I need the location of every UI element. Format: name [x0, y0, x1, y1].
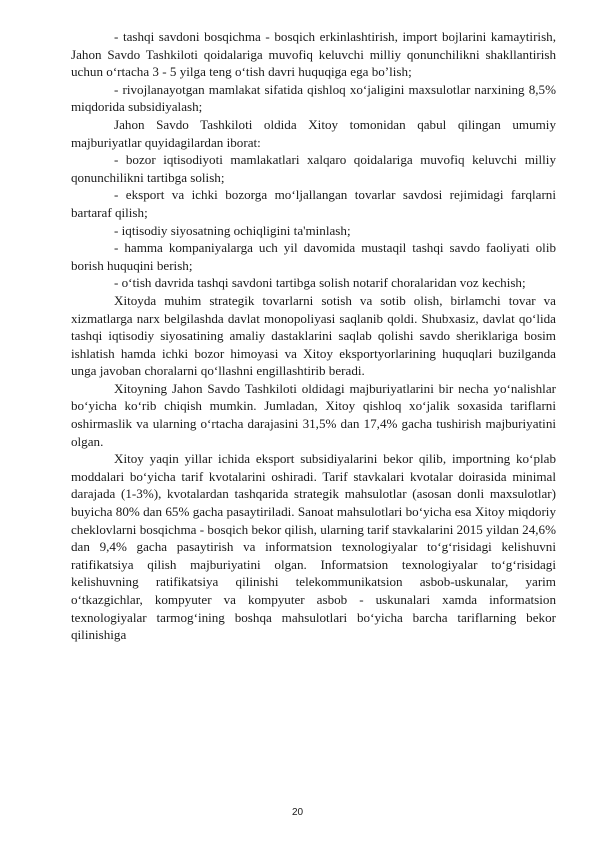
- paragraph-item: - rivojlanayotgan mamlakat sifatida qishloq xo‘jaligini maxsulotlar narxining 8,5% miqdorida subsidiyalash;: [71, 81, 556, 115]
- paragraph-item: Xitoy yaqin yillar ichida eksport subsidiyalarini bekor qilib, importning ko‘plab moddalari bo‘yicha tarif kvotalarini oshiradi. Tarif stavkalari kvotalar doirasida minimal darajada (1-3%), kvotalardan tashqarida strategik mahsulotlar (asosan donli maxsulotlar) buyicha 80% dan 65% gacha pasaytiriladi. Sanoat mahsulotlari bo‘yicha esa Xitoy miqdoriy cheklovlarni bosqichma - bosqich bekor qilish, ularning tarif stavkalarini 2015 yildan 24,6% dan 9,4% gacha pasaytirish va informatsion texnologiyalar to‘g‘risidagi kelishuvni ratifikatsiya qilish majburiyatini olgan. Informatsion texnologiyalar to‘g‘risidagi kelishuvning ratifikatsiya qilinishi telekommunikatsion asbob-uskunalar, yarim o‘tkazgichlar, kompyuter va kompyuter asbob - uskunalari xamda informatsion texnologiyalar tarmog‘ining boshqa mahsulotlari bo‘yicha barcha tariflarning bekor qilinishiga: [71, 451, 556, 643]
- document-body: [71, 28, 556, 644]
- paragraph-item: - iqtisodiy siyosatning ochiqligini ta'minlash;: [114, 222, 351, 238]
- paragraph-item: Xitoyning Jahon Savdo Tashkiloti oldidagi majburiyatlarini bir necha yo‘nalishlar bo‘yicha ko‘rib chiqish mumkin. Jumladan, Xitoy qishloq xo‘jalik soxasida tariflarni oshirmaslik va ularning o‘rtacha darajasini 31,5% dan 17,4% gacha tushirish majburiyatini olgan.: [71, 380, 556, 449]
- paragraph-item: - hamma kompaniyalarga uch yil davomida mustaqil tashqi savdo faoliyati olib borish huquqini berish;: [71, 240, 556, 273]
- paragraph-item: Jahon Savdo Tashkiloti oldida Xitoy tomonidan qabul qilingan umumiy majburiyatlar quyidagilardan iborat:: [71, 116, 556, 150]
- paragraph-item: - bozor iqtisodiyoti mamlakatlari xalqaro qoidalariga muvofiq keluvchi milliy qonunchilikni tartibga solish;: [71, 152, 556, 185]
- paragraph-item: - eksport va ichki bozorga mo‘ljallangan tovarlar savdosi rejimidagi farqlarni bartaraf qilish;: [71, 187, 556, 220]
- page-number: 20: [291, 807, 304, 818]
- paragraph-item: - o‘tish davrida tashqi savdoni tartibga solish notarif choralaridan voz kechish;: [114, 275, 526, 291]
- paragraph-item: - tashqi savdoni bosqichma - bosqich erkinlashtirish, import bojlarini kamaytirish, Jahon Savdo Tashkiloti qoidalariga muvofiq keluvchi milliy qonunchilikni shakllantirish uchun o‘rtacha 3 - 5 yilga teng o‘tish davri huquqiga ega bo’lish;: [71, 29, 556, 80]
- paragraph-item: Xitoyda muhim strategik tovarlarni sotish va sotib olish, birlamchi tovar va xizmatlarga narx belgilashda davlat monopoliyasi saqlanib qoldi. Shubxasiz, davlat qo‘lida tashqi iqtisodiy siyosatining amaliy dastaklarini saqlab qolishi savdo sheriklariga bosim ishlatish hamda ichki bozor himoyasi va Xitoy eksportyorlarining huquqlari buzilganda unga javoban choralarni qo‘llashni engillashtirib beradi.: [71, 292, 556, 379]
